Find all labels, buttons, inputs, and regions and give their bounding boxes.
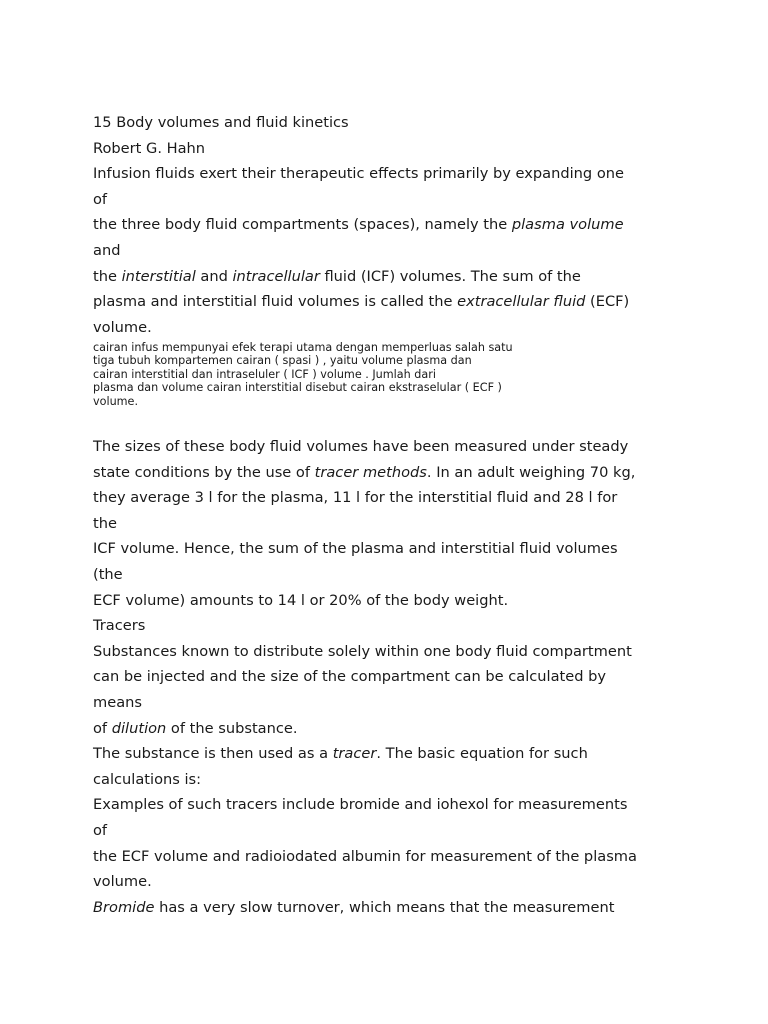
translation-line: tiga tubuh kompartemen cairan ( spasi ) , yaitu volume plasma dan [93, 354, 472, 368]
text-line: means [93, 693, 142, 711]
text-line [93, 716, 733, 742]
text-span: the three body fluid compartments (spaces), namely the [93, 216, 512, 234]
text-line: of [93, 821, 108, 839]
text-line: can be injected and the size of the compartment can be calculated by [93, 668, 607, 686]
text-span: has a very slow turnover, which means that the measurement [154, 898, 615, 916]
text-line: calculations is: [93, 770, 202, 788]
text-span: state conditions by the use of [93, 463, 315, 481]
text-span: fluid (ICF) volumes. The sum of the [319, 267, 581, 285]
translation-line: cairan interstitial dan intraseluler ( ICF ) volume . Jumlah dari [93, 367, 436, 381]
italic-term: dilution [111, 719, 167, 737]
english-intro [93, 110, 733, 340]
italic-term: interstitial [121, 267, 196, 285]
text-line [93, 895, 733, 921]
text-line [93, 460, 733, 486]
text-span: . In an adult weighing 70 kg, [426, 463, 636, 481]
text-span: The substance is then used as a [93, 745, 333, 763]
author-name: Robert G. Hahn [93, 139, 206, 157]
text-line: volume. [93, 873, 152, 891]
italic-term: Bromide [93, 898, 155, 916]
text-line: Infusion fluids exert their therapeutic effects primarily by expanding one [93, 165, 624, 183]
italic-term: intracellular [232, 267, 320, 285]
italic-term: tracer methods [314, 463, 427, 481]
text-span: of [93, 719, 112, 737]
text-span: plasma and interstitial fluid volumes is called the [93, 293, 458, 311]
text-span: (ECF) [585, 293, 630, 311]
text-line [93, 212, 733, 238]
text-line [93, 264, 733, 290]
text-line [93, 289, 733, 315]
italic-term: extracellular fluid [457, 293, 586, 311]
text-line: ICF volume. Hence, the sum of the plasma and interstitial fluid volumes [93, 540, 618, 558]
text-line: (the [93, 565, 123, 583]
text-line: of [93, 190, 108, 208]
english-body [93, 434, 733, 920]
translation-line: volume. [93, 394, 139, 408]
text-span: of the substance. [166, 719, 298, 737]
translation-line: cairan infus mempunyai efek terapi utama dengan memperluas salah satu [93, 341, 513, 354]
italic-term: tracer [332, 745, 377, 763]
text-span: the [93, 267, 122, 285]
text-line: the ECF volume and radioiodated albumin for measurement of the plasma [93, 847, 637, 865]
text-line: Examples of such tracers include bromide and iohexol for measurements [93, 796, 628, 814]
text-span: . The basic equation for such [376, 745, 588, 763]
text-line: the [93, 514, 117, 532]
text-line [93, 741, 733, 767]
translation-line: plasma dan volume cairan interstitial disebut cairan ekstraselular ( ECF ) [93, 381, 502, 395]
text-line: The sizes of these body fluid volumes have been measured under steady [93, 438, 629, 455]
section-heading-tracers: Tracers [93, 617, 146, 635]
text-span: and [195, 267, 233, 285]
indonesian-translation [93, 341, 733, 408]
text-line: they average 3 l for the plasma, 11 l for the interstitial fluid and 28 l for [93, 489, 618, 507]
text-line: and [93, 241, 121, 259]
text-line: ECF volume) amounts to 14 l or 20% of the body weight. [93, 591, 509, 609]
text-line: Substances known to distribute solely within one body fluid compartment [93, 642, 632, 660]
text-line: volume. [93, 318, 152, 336]
chapter-title: 15 Body volumes and fluid kinetics [93, 114, 349, 131]
italic-term: plasma volume [511, 216, 624, 234]
